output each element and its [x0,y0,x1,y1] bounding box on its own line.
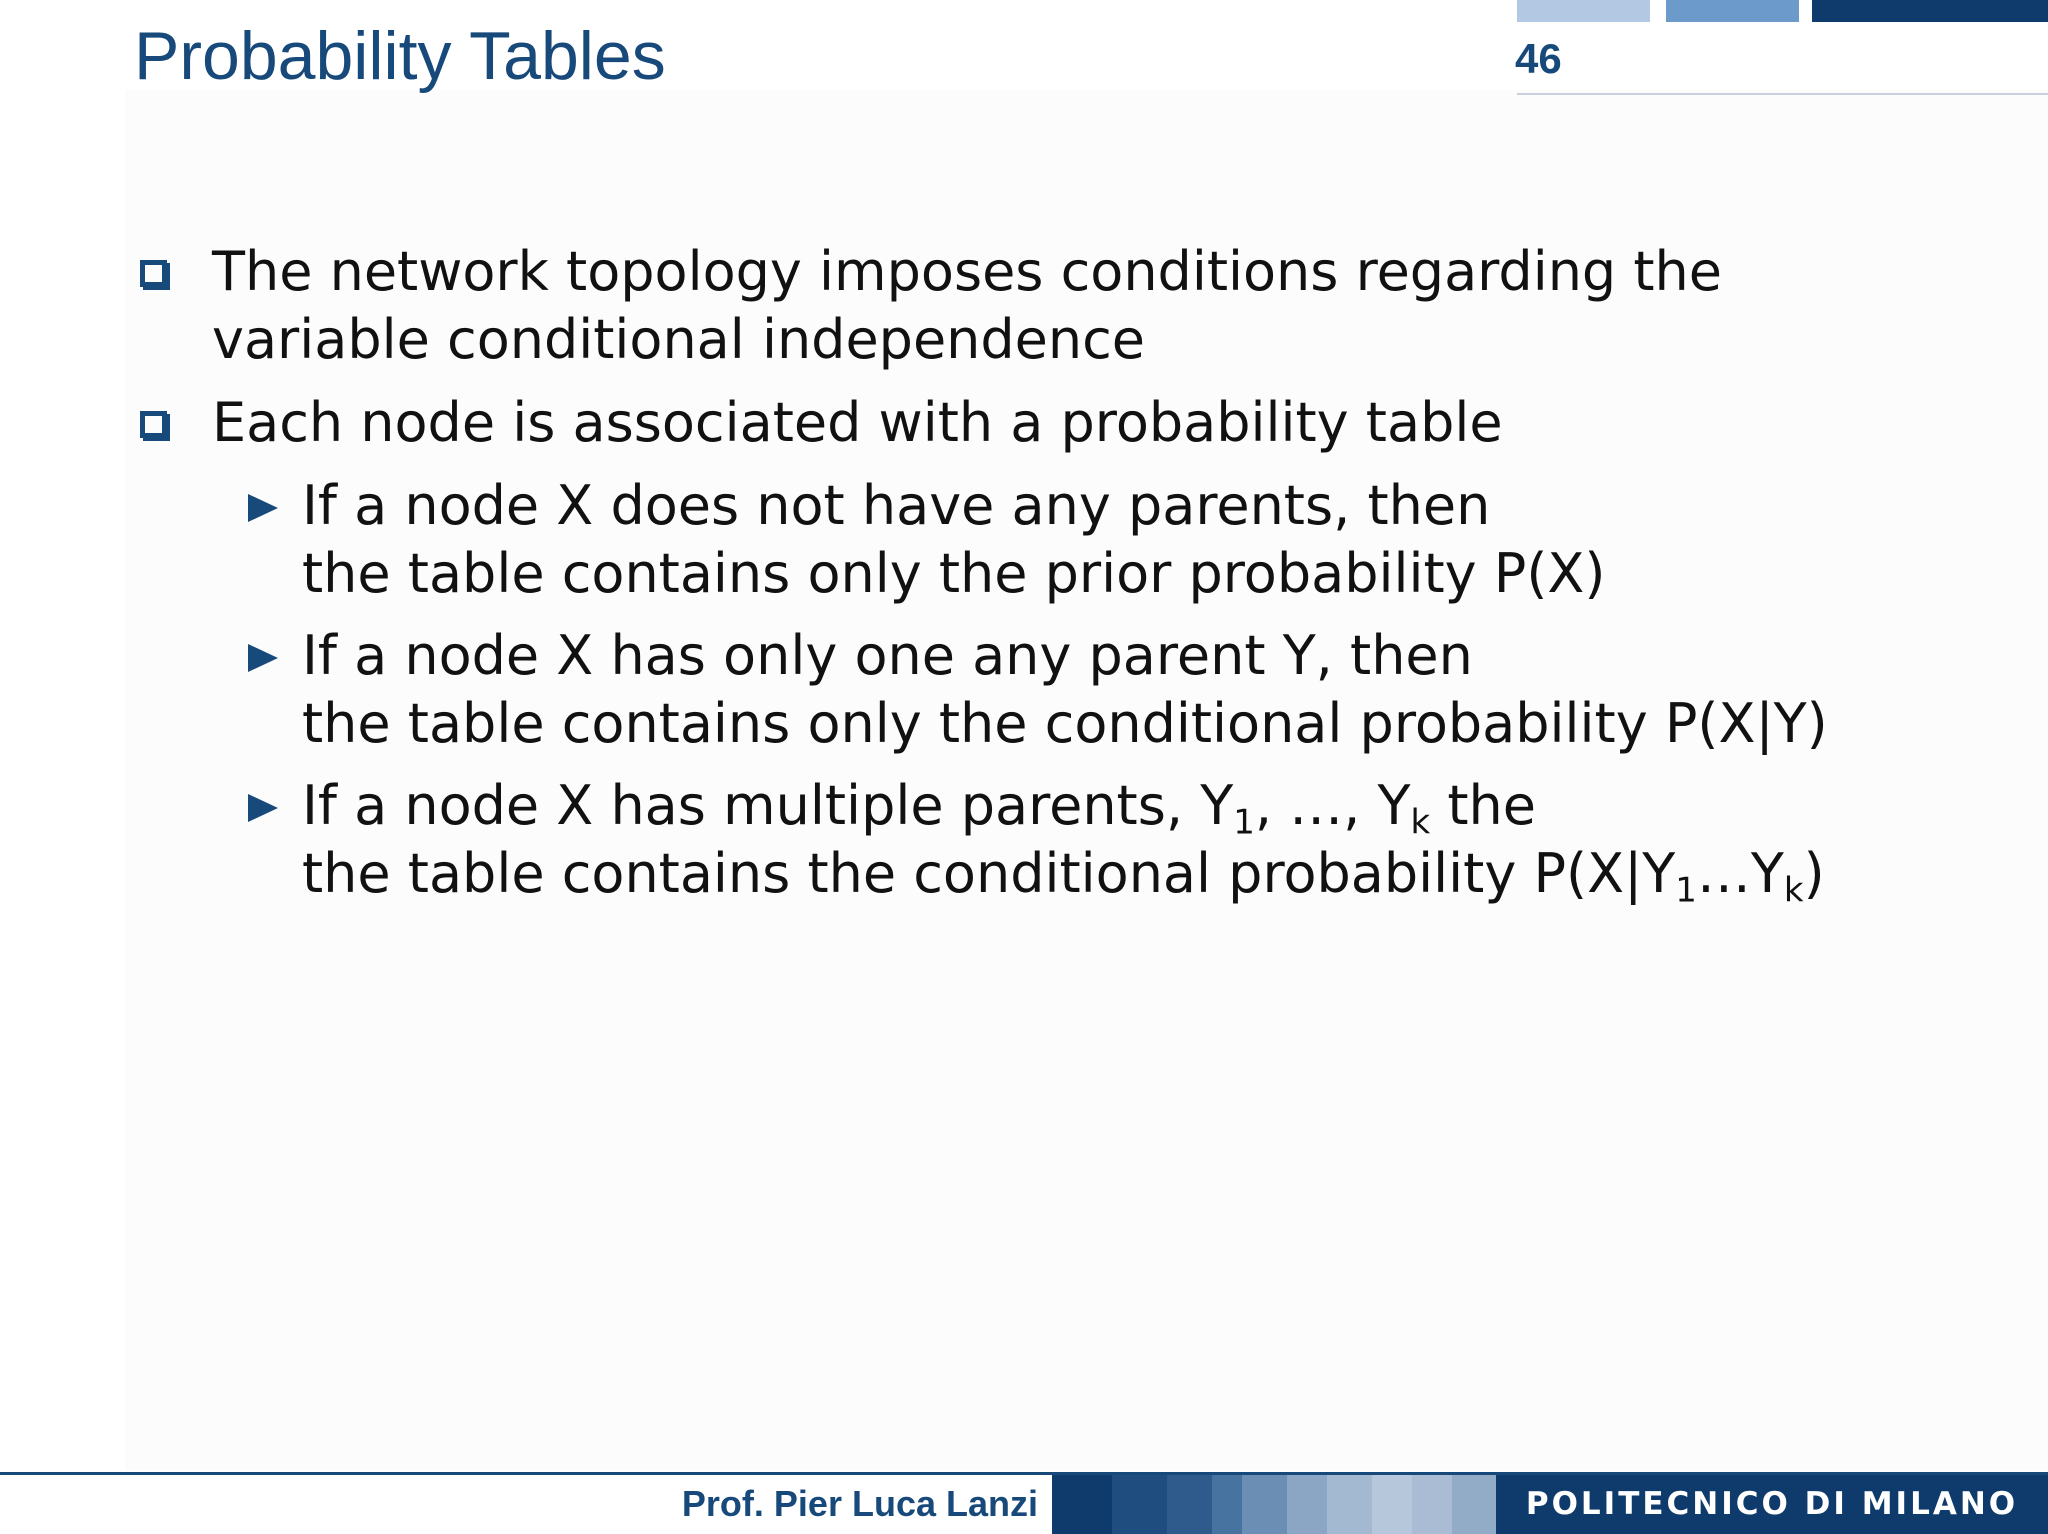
text-segment: …Y [1696,842,1784,905]
subscript: k [1410,802,1431,843]
text-segment: If a node X has multiple parents, Y [302,774,1234,837]
footer-stripe [1412,1475,1452,1534]
square-bullet-icon [140,411,167,438]
triangle-bullet-icon [248,644,278,672]
text-segment: the [1430,774,1536,837]
text-segment: the table contains the conditional probability P(X|Y [302,842,1676,905]
bullet-text-line: the table contains only the conditional probability P(X|Y) [302,692,1828,755]
bullet-network-topology [212,238,1722,374]
bullet-text-line: If a node X has only one any parent Y, then [302,624,1473,687]
triangle-bullet-icon [248,494,278,522]
bullet-text-line [302,840,1825,911]
bullet-probability-table [212,389,1503,457]
text-segment: ) [1803,842,1825,905]
bullet-text-line [302,772,1825,843]
bullet-text-line: the table contains only the prior probability P(X) [302,542,1606,605]
subbullet-one-parent [302,622,1828,758]
subbullet-no-parents [302,472,1606,608]
subscript: k [1783,870,1804,911]
triangle-bullet-icon [248,794,278,822]
bullet-text-line: variable conditional independence [212,308,1146,371]
footer-stripe [1452,1475,1496,1534]
bullet-text-line: The network topology imposes conditions regarding the [212,240,1722,303]
footer-stripe [1052,1475,1112,1534]
institution-logo-text: POLITECNICO DI MILANO [1496,1475,2048,1534]
slide-number: 46 [1515,35,1562,82]
footer-stripe [1372,1475,1412,1534]
square-bullet-icon [140,260,167,287]
text-segment: , …, Y [1254,774,1411,837]
footer-stripe [1112,1475,1167,1534]
subscript: 1 [1675,870,1697,911]
footer-stripe [1167,1475,1212,1534]
footer-author: Prof. Pier Luca Lanzi [681,1483,1038,1524]
footer-stripe [1287,1475,1327,1534]
bullet-text-line: If a node X does not have any parents, then [302,474,1491,537]
footer-stripe [1242,1475,1287,1534]
subscript: 1 [1233,802,1255,843]
subbullet-multiple-parents [302,772,1825,911]
footer-stripe [1327,1475,1372,1534]
footer-stripe [1212,1475,1242,1534]
bullet-text-line: Each node is associated with a probability table [212,391,1503,454]
slide-title: Probability Tables [134,18,666,94]
